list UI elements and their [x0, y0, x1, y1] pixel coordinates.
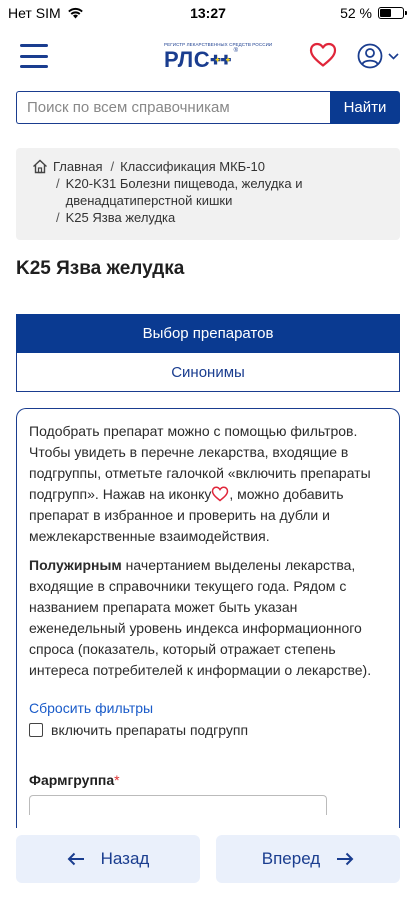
next-button-label: Вперед [261, 849, 321, 868]
search-button[interactable]: Найти [330, 91, 400, 124]
breadcrumb-item-home[interactable]: Главная [53, 159, 103, 174]
favorites-heart-icon[interactable] [309, 42, 337, 68]
logo-subtitle: РЕГИСТР ЛЕКАРСТВЕННЫХ СРЕДСТВ РОССИИ [164, 42, 273, 47]
wifi-icon [67, 7, 84, 19]
logo-crosses-icon [210, 49, 233, 71]
page-title: K25 Язва желудка [16, 258, 185, 279]
next-button[interactable] [216, 835, 400, 883]
battery-icon [378, 7, 404, 19]
search-input[interactable] [16, 91, 330, 124]
pharmgroup-label [29, 772, 387, 788]
app-header [0, 34, 416, 84]
breadcrumb-separator: / [110, 159, 115, 174]
breadcrumb-item-k20-k31[interactable]: K20-K31 Болезни пищевода, желудка и двенадцатиперстной кишки [65, 176, 303, 208]
pharmgroup-select[interactable] [29, 795, 327, 815]
breadcrumb [16, 148, 400, 240]
rls-logo[interactable] [164, 42, 273, 76]
logo-registered-mark: ® [233, 48, 238, 54]
breadcrumb-row [32, 175, 386, 209]
bottom-navigation [0, 828, 416, 900]
info-text-part: , можно добавить препарат в избранное и проверить на дубли и межлекарственные взаимодействия. [29, 486, 344, 544]
clock: 13:27 [190, 5, 226, 21]
search-bar [16, 91, 400, 124]
required-mark: * [114, 772, 120, 788]
tab-drug-selection[interactable]: Выбор препаратов [16, 314, 400, 353]
include-subgroups-label[interactable]: включить препараты подгрупп [51, 722, 249, 738]
hamburger-menu-icon[interactable] [20, 44, 48, 68]
info-bold-word: Полужирным [29, 557, 122, 573]
reset-filters-link[interactable]: Сбросить фильтры [29, 700, 154, 716]
breadcrumb-item-current: K25 Язва желудка [65, 210, 176, 225]
breadcrumb-separator: / [56, 210, 60, 225]
home-icon [32, 159, 48, 174]
user-icon [357, 43, 383, 69]
arrow-right-icon [336, 852, 354, 866]
breadcrumb-item-icd10[interactable]: Классификация МКБ-10 [120, 159, 266, 174]
pharmgroup-label-text: Фармгруппа [29, 772, 115, 788]
logo-text: РЛС [164, 47, 211, 72]
info-text-part: Подобрать препарат можно с помощью фильтров. Чтобы увидеть в перечне лекарства, входящие в подгруппы, отметьте галочкой «включить препараты подгрупп». Нажав на иконку [29, 423, 371, 502]
tab-synonyms[interactable]: Синонимы [16, 353, 400, 392]
status-bar [0, 0, 416, 26]
include-subgroups-row[interactable] [29, 722, 387, 738]
back-button[interactable] [16, 835, 200, 883]
account-menu[interactable] [357, 42, 401, 70]
status-right [340, 5, 404, 21]
arrow-left-icon [67, 852, 85, 866]
status-left [8, 5, 84, 21]
breadcrumb-row [32, 209, 386, 226]
heart-icon [211, 486, 229, 502]
info-text-part: начертанием выделены лекарства, входящие в справочники текущего года. Рядом с названием препарата может быть указан еженедельный уровень индекса информационного спроса (показатель, который отражает степень интереса потребителей к информации о лекарстве). [29, 557, 372, 678]
battery-level [380, 9, 391, 17]
back-button-label: Назад [100, 849, 150, 868]
breadcrumb-separator: / [56, 176, 60, 191]
carrier-label: Нет SIM [8, 5, 61, 21]
info-paragraph-1 [29, 421, 387, 547]
chevron-down-icon [388, 53, 399, 60]
info-paragraph-2 [29, 555, 387, 681]
filters-panel [16, 408, 400, 828]
breadcrumb-row [32, 158, 386, 175]
battery-percent: 52 % [340, 5, 372, 21]
include-subgroups-checkbox[interactable] [29, 723, 43, 737]
logo-main [164, 48, 238, 72]
